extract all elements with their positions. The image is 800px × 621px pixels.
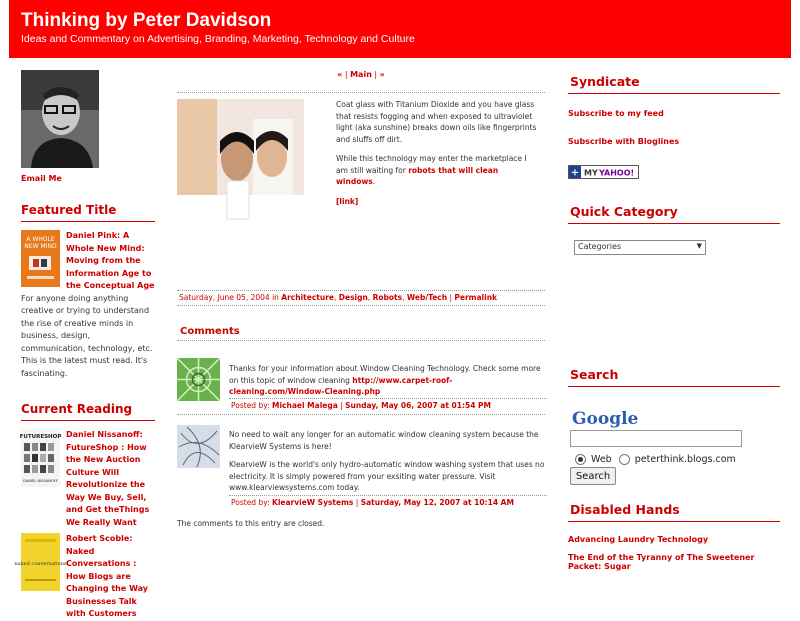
current-book [14, 533, 155, 621]
comment-avatar [177, 358, 220, 403]
featured-title-heading: Featured Title [21, 203, 155, 222]
site-title[interactable]: Thinking by Peter Davidson [21, 10, 272, 31]
post-paragraph: Coat glass with Titanium Dioxide and you have glass that resists fogging and when exposed to ultraviolet light (aka sunshine) breaks down oils like fingerprints and sluffs off dirt. [336, 100, 537, 144]
search-button[interactable]: Search [570, 467, 616, 485]
author-photo [21, 70, 99, 168]
comment-text: KlearvieW is the world's only hydro-automatic window washing system that uses no electricity. It is simply powered from your exsiting water pressure. Visit www.klearviewsystems.com today. [229, 460, 545, 492]
my-yahoo-badge[interactable] [568, 165, 780, 181]
category-link-architecture[interactable]: Architecture [281, 293, 334, 302]
svg-text:DANIEL NISSANOFF: DANIEL NISSANOFF [23, 479, 58, 483]
futureshop-link[interactable]: Daniel Nissanoff: FutureShop : How the New Auction Culture Will Revolutionize the Way We Buy, Sell, and Get theThings We Really Want [66, 430, 150, 527]
subscribe-feed-link[interactable]: Subscribe to my feed [568, 109, 664, 118]
featured-description: For anyone doing anything creative or trying to understand the rise of creative minds in business, design, communication, technology, etc. This is the latest must read. It's fascinating. [21, 293, 153, 378]
left-sidebar [14, 70, 155, 621]
category-link-webtech[interactable]: Web/Tech [406, 293, 448, 302]
syndicate-heading: Syndicate [568, 70, 780, 94]
comment-meta: Posted by: Michael Malega | Sunday, May 06, 2007 at 01:54 PM [231, 401, 492, 410]
post-image [177, 99, 304, 221]
prev-post-link[interactable]: « [337, 70, 343, 79]
next-post-link[interactable]: » [379, 70, 385, 79]
svg-text:YAHOO!: YAHOO! [599, 168, 635, 178]
search-input[interactable] [570, 430, 742, 447]
comments-heading: Comments [180, 326, 240, 337]
main-link[interactable]: Main [350, 70, 372, 79]
category-select-value: Categories [578, 242, 622, 251]
comments-closed-note: The comments to this entry are closed. [177, 519, 325, 528]
comment [177, 358, 545, 414]
right-sidebar [568, 70, 780, 571]
svg-text:A WHOLE: A WHOLE [26, 236, 55, 243]
comment-divider [229, 495, 547, 496]
disabled-hands-link[interactable]: The End of the Tyranny of The Sweetener Packet: Sugar [568, 553, 755, 571]
quick-category-heading: Quick Category [568, 200, 780, 224]
current-reading-heading: Current Reading [21, 402, 155, 421]
naked-conversations-link[interactable]: Robert Scoble: Naked Conversations : How Blogs are Changing the Way Businesses Talk with Customers [66, 534, 148, 618]
comment [177, 425, 545, 525]
nav-separator: | [371, 70, 380, 79]
header-banner [9, 0, 791, 58]
chevron-down-icon: ▼ [696, 242, 702, 250]
radio-web-label: Web [591, 454, 612, 465]
post-paragraph: While this technology may enter the marketplace I am still waiting for robots that will clean windows. [336, 154, 527, 186]
current-book [21, 429, 155, 529]
svg-text:FUTURESHOP: FUTURESHOP [19, 434, 62, 440]
comment-text: Thanks for your information about Window Cleaning Technology. Check some more on this topic of window cleaning [229, 364, 541, 385]
disabled-hands-heading: Disabled Hands [568, 498, 780, 522]
svg-text:+: + [570, 167, 580, 179]
comment-meta: Posted by: KlearvieW Systems | Saturday, May 12, 2007 at 10:14 AM [231, 498, 514, 507]
featured-book-link[interactable]: Daniel Pink: A Whole New Mind: Moving from the Information Age to the Conceptual Age [66, 231, 155, 290]
featured-book [21, 230, 155, 293]
google-logo: Google [572, 409, 639, 429]
comment-url-link[interactable]: http://www.carpet-roof-cleaning.com/Window-Cleaning.php [229, 375, 453, 396]
search-scope [575, 454, 780, 465]
comment-author-link[interactable]: KlearvieW Systems [272, 498, 354, 507]
subscribe-bloglines-link[interactable]: Subscribe with Bloglines [568, 137, 680, 146]
post-source-link[interactable]: [link] [336, 196, 359, 206]
nav-separator: | [342, 70, 351, 79]
svg-text:MY: MY [584, 168, 598, 178]
post-navigation [177, 70, 545, 84]
category-select[interactable] [574, 240, 706, 255]
email-me-link[interactable]: Email Me [21, 174, 62, 183]
radio-site[interactable] [619, 454, 630, 465]
permalink[interactable]: Permalink [454, 293, 498, 302]
comment-body [229, 429, 547, 494]
main-content [177, 70, 545, 528]
radio-site-label: peterthink.blogs.com [634, 454, 736, 465]
svg-text:naked conversations: naked conversations [14, 561, 67, 567]
comment-date-link[interactable]: Saturday, May 12, 2007 at 10:14 AM [360, 498, 514, 507]
futureshop-cover[interactable] [21, 429, 60, 529]
comment-avatar [177, 425, 220, 470]
comment-body [229, 363, 547, 398]
comment-author-link[interactable]: Michael Malega [272, 401, 338, 410]
search-heading: Search [568, 363, 780, 387]
category-link-design[interactable]: Design [338, 293, 368, 302]
comment-separator [177, 414, 545, 415]
post-divider [177, 290, 545, 291]
site-description: Ideas and Commentary on Advertising, Branding, Marketing, Technology and Culture [21, 33, 415, 45]
post-date: Saturday, June 05, 2004 in [179, 293, 282, 302]
svg-text:NEW MIND: NEW MIND [24, 243, 57, 250]
comments-divider [177, 340, 545, 341]
comment-date-link[interactable]: Sunday, May 06, 2007 at 01:54 PM [345, 401, 492, 410]
disabled-hands-link[interactable]: Advancing Laundry Technology [568, 535, 709, 544]
category-link-robots[interactable]: Robots [372, 293, 403, 302]
post-body [177, 93, 545, 253]
post-footer-divider [177, 305, 545, 306]
featured-book-cover[interactable] [21, 230, 60, 293]
post-footer: Saturday, June 05, 2004 in Architecture, Design, Robots, Web/Tech | Permalink [179, 293, 498, 302]
comment-text: No need to wait any longer for an automatic window cleaning system because the KlearvieW Systems is here! [229, 430, 539, 451]
radio-web[interactable] [575, 454, 586, 465]
robots-link[interactable]: robots that will clean windows [336, 165, 499, 186]
comment-divider [229, 398, 547, 399]
post-text [336, 99, 538, 207]
naked-conversations-cover[interactable] [14, 533, 67, 621]
